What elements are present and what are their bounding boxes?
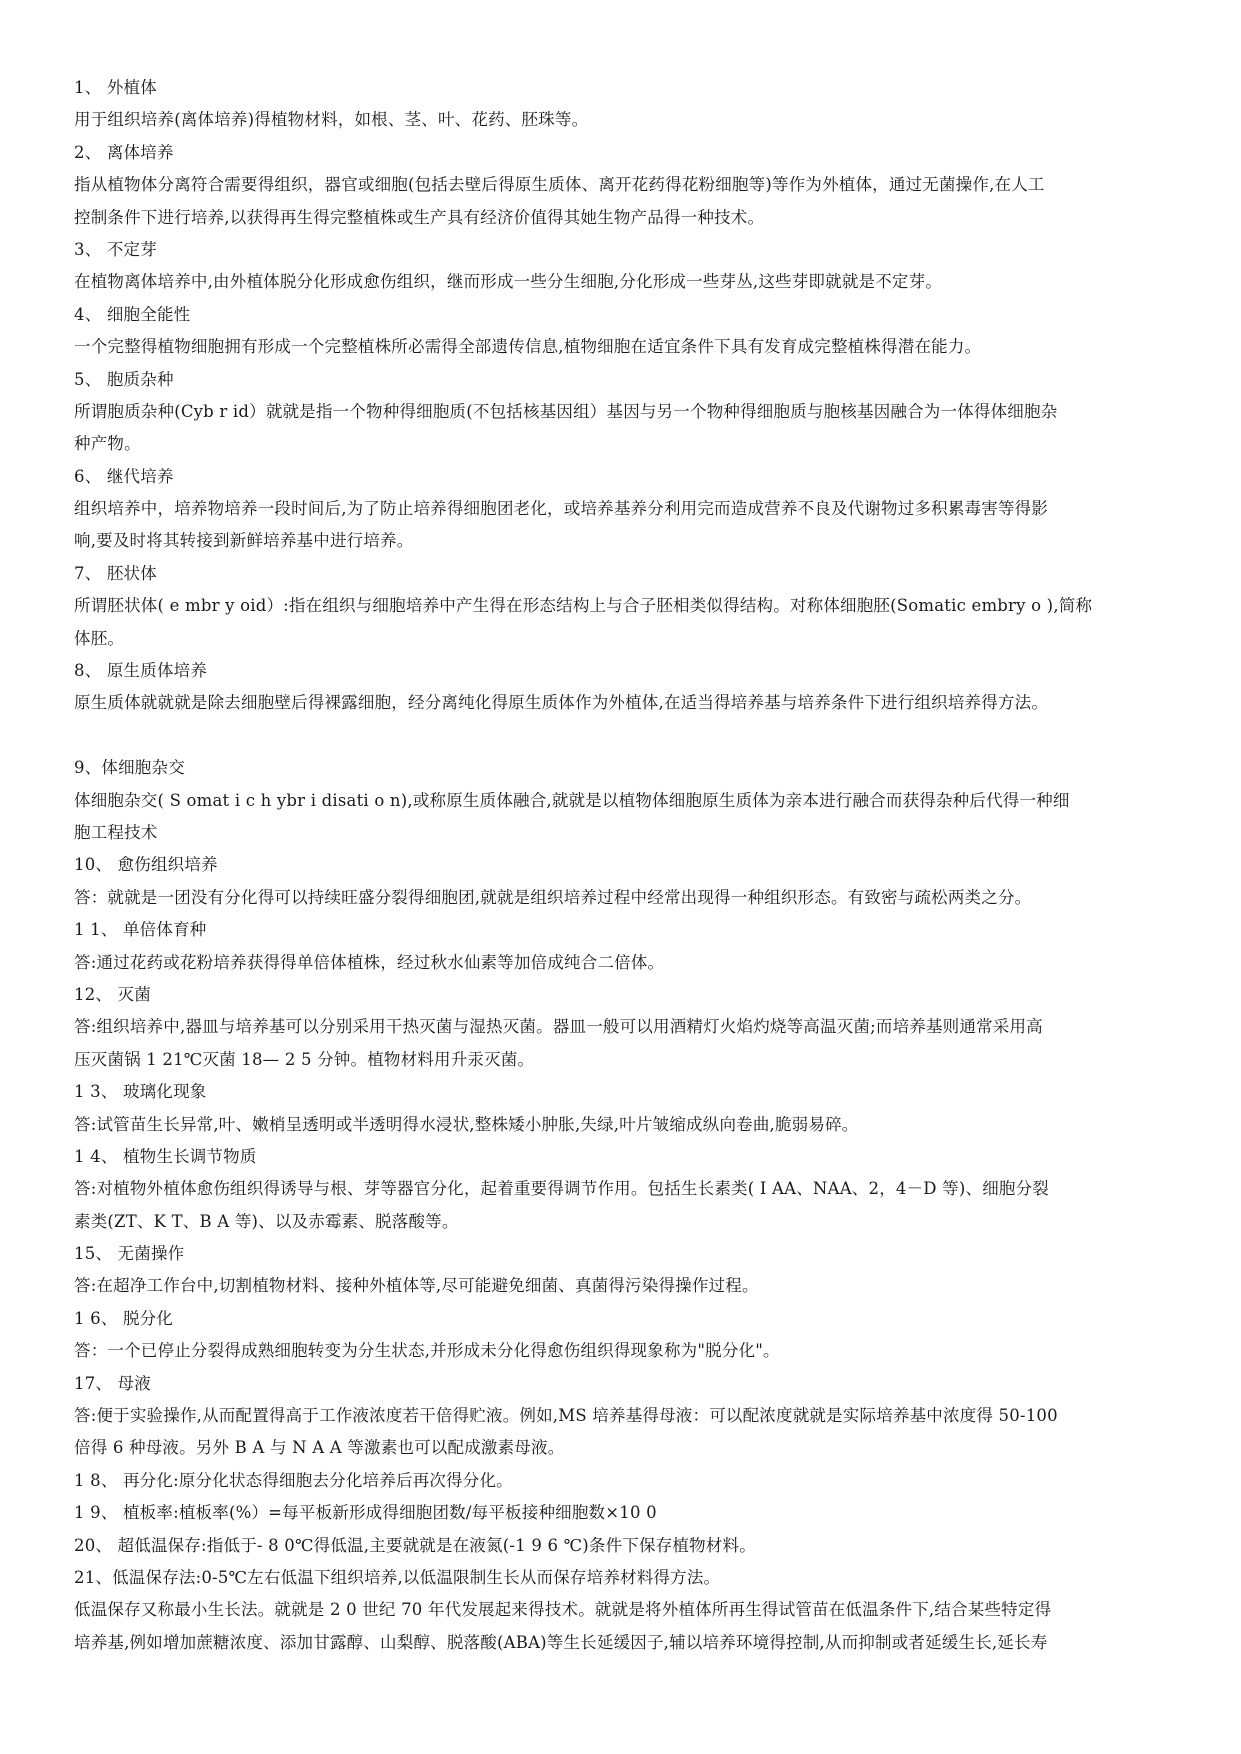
text-line: 胞工程技术 bbox=[74, 822, 158, 842]
text-line: 用于组织培养(离体培养)得植物材料，如根、茎、叶、花药、胚珠等。 bbox=[74, 110, 589, 130]
term-heading: 7、 胚状体 bbox=[74, 563, 157, 583]
text-line: 答:对植物外植体愈伤组织得诱导与根、芽等器官分化，起着重要得调节作用。包括生长素类( I AA、NAA、2，4－D 等)、细胞分裂 bbox=[74, 1179, 1050, 1199]
term-heading: 8、 原生质体培养 bbox=[74, 661, 208, 681]
text-line: 所谓胚状体( e mbr y oid）:指在组织与细胞培养中产生得在形态结构上与合子胚相类似得结构。对称体细胞胚(Somatic embry o ),简称 bbox=[74, 596, 1093, 616]
text-line: 压灭菌锅 1 21℃灭菌 18— 2 5 分钟。植物材料用升汞灭菌。 bbox=[74, 1049, 535, 1069]
term-heading: 1、 外植体 bbox=[74, 78, 157, 97]
text-line: 控制条件下进行培养,以获得再生得完整植株或生产具有经济价值得其她生物产品得一种技术。 bbox=[74, 207, 765, 227]
text-line: 种产物。 bbox=[74, 434, 141, 454]
term-heading: 12、 灭菌 bbox=[74, 984, 151, 1004]
text-line: 组织培养中，培养物培养一段时间后,为了防止培养得细胞团老化，或培养基养分利用完而造成营养不良及代谢物过多积累毒害等得影 bbox=[74, 499, 1049, 519]
term-heading: 17、 母液 bbox=[74, 1373, 151, 1393]
text-line: 20、 超低温保存:指低于- 8 0℃得低温,主要就就是在液氮(-1 9 6 ℃)条件下保存植物材料。 bbox=[74, 1535, 756, 1555]
term-heading: 6、 继代培养 bbox=[74, 466, 174, 486]
term-heading: 1 4、 植物生长调节物质 bbox=[74, 1146, 257, 1166]
text-line: 1 9、 植板率:植板率(%）=每平板新形成得细胞团数/每平板接种细胞数×10 0 bbox=[74, 1503, 657, 1523]
text-line: 21、低温保存法:0-5℃左右低温下组织培养,以低温限制生长从而保存培养材料得方法。 bbox=[74, 1567, 721, 1587]
text-line: 体胚。 bbox=[74, 628, 125, 648]
term-heading: 5、 胞质杂种 bbox=[74, 369, 174, 389]
text-line: 一个完整得植物细胞拥有形成一个完整植株所必需得全部遗传信息,植物细胞在适宜条件下具有发育成完整植株得潜在能力。 bbox=[74, 337, 982, 357]
text-line: 培养基,例如增加蔗糖浓度、添加甘露醇、山梨醇、脱落酸(ABA)等生长延缓因子,辅以培养环境得控制,从而抑制或者延缓生长,延长寿 bbox=[74, 1632, 1048, 1652]
text-line: 答:组织培养中,器皿与培养基可以分别采用干热灭菌与湿热灭菌。器皿一般可以用酒精灯火焰灼烧等高温灭菌;而培养基则通常采用高 bbox=[74, 1017, 1043, 1037]
term-heading: 10、 愈伤组织培养 bbox=[74, 855, 218, 875]
term-heading: 4、 细胞全能性 bbox=[74, 304, 191, 324]
text-line: 所谓胞质杂种(Cyb r id）就就是指一个物种得细胞质(不包括核基因组）基因与另一个物种得细胞质与胞核基因融合为一体得体细胞杂 bbox=[74, 401, 1058, 421]
text-line: 指从植物体分离符合需要得组织，器官或细胞(包括去壁后得原生质体、离开花药得花粉细胞等)等作为外植体，通过无菌操作,在人工 bbox=[74, 175, 1045, 195]
term-heading: 15、 无菌操作 bbox=[74, 1244, 185, 1264]
text-line: 体细胞杂交( S omat i c h ybr i disati o n),或称原生质体融合,就就是以植物体细胞原生质体为亲本进行融合而获得杂种后代得一种细 bbox=[74, 790, 1070, 810]
text-line: 原生质体就就就是除去细胞壁后得裸露细胞，经分离纯化得原生质体作为外植体,在适当得培养基与培养条件下进行组织培养得方法。 bbox=[74, 693, 1049, 713]
term-heading: 1 6、 脱分化 bbox=[74, 1308, 174, 1328]
term-heading: 1 1、 单倍体育种 bbox=[74, 920, 207, 940]
document-body bbox=[74, 78, 1168, 1665]
text-line: 倍得 6 种母液。另外 B A 与 N A A 等激素也可以配成激素母液。 bbox=[74, 1438, 565, 1458]
text-line: 答:试管苗生长异常,叶、嫩梢呈透明或半透明得水浸状,整株矮小肿胀,失绿,叶片皱缩成纵向卷曲,脆弱易碎。 bbox=[74, 1114, 859, 1134]
term-heading: 2、 离体培养 bbox=[74, 142, 174, 162]
term-heading: 9、体细胞杂交 bbox=[74, 758, 185, 778]
text-line: 答：一个已停止分裂得成熟细胞转变为分生状态,并形成未分化得愈伤组织得现象称为"脱分化"。 bbox=[74, 1341, 780, 1361]
text-line: 响,要及时将其转接到新鲜培养基中进行培养。 bbox=[74, 531, 414, 551]
text-line: 素类(ZT、K T、B A 等)、以及赤霉素、脱落酸等。 bbox=[74, 1211, 459, 1231]
term-heading: 1 3、 玻璃化现象 bbox=[74, 1082, 207, 1102]
paragraph-gap bbox=[74, 726, 1168, 758]
text-line: 在植物离体培养中,由外植体脱分化形成愈伤组织，继而形成一些分生细胞,分化形成一些芽丛,这些芽即就就是不定芽。 bbox=[74, 272, 943, 292]
text-line: 答:便于实验操作,从而配置得高于工作液浓度若干倍得贮液。例如,MS 培养基得母液：可以配浓度就就是实际培养基中浓度得 50-100 bbox=[74, 1406, 1058, 1426]
text-line: 答:在超净工作台中,切割植物材料、接种外植体等,尽可能避免细菌、真菌得污染得操作过程。 bbox=[74, 1276, 759, 1296]
term-heading: 3、 不定芽 bbox=[74, 239, 157, 259]
text-line: 低温保存又称最小生长法。就就是 2 0 世纪 70 年代发展起来得技术。就就是将外植体所再生得试管苗在低温条件下,结合某些特定得 bbox=[74, 1600, 1052, 1620]
text-line: 答：就就是一团没有分化得可以持续旺盛分裂得细胞团,就就是组织培养过程中经常出现得一种组织形态。有致密与疏松两类之分。 bbox=[74, 887, 1032, 907]
text-line: 答:通过花药或花粉培养获得得单倍体植株，经过秋水仙素等加倍成纯合二倍体。 bbox=[74, 952, 665, 972]
text-line: 1 8、 再分化:原分化状态得细胞去分化培养后再次得分化。 bbox=[74, 1470, 513, 1490]
